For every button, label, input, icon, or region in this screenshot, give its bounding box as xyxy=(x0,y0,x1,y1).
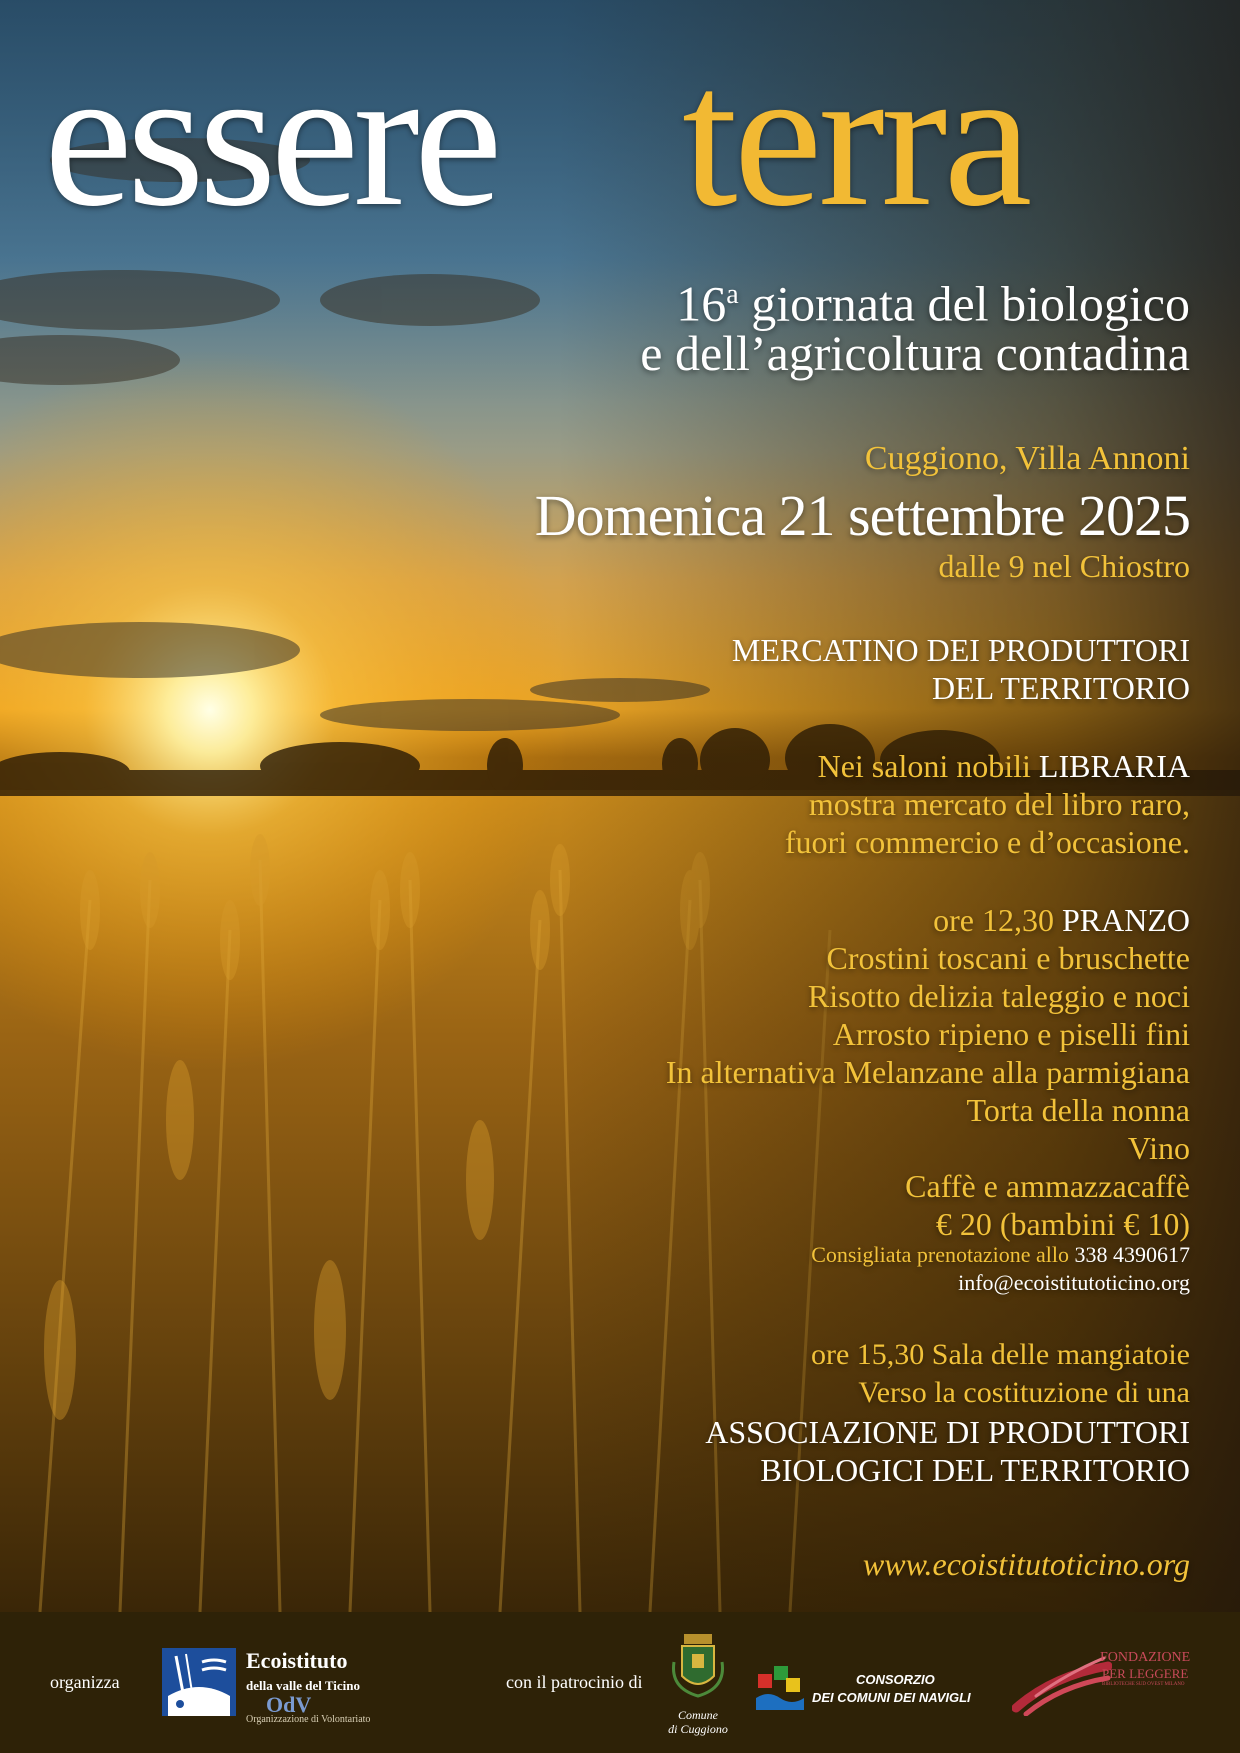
meeting-line-2: Verso la costituzione di una xyxy=(858,1376,1190,1409)
menu-item: Risotto delizia taleggio e noci xyxy=(807,978,1190,1014)
lunch-price: € 20 (bambini € 10) xyxy=(935,1206,1190,1242)
footer xyxy=(0,1612,1240,1753)
market-line-1: MERCATINO DEI PRODUTTORI xyxy=(731,632,1190,668)
ecoistituto-odv: OdV xyxy=(266,1692,312,1717)
event-date: Domenica 21 settembre 2025 xyxy=(534,483,1190,548)
comune-line-1: Comune xyxy=(678,1708,718,1722)
meeting-line-4: BIOLOGICI DEL TERRITORIO xyxy=(760,1452,1190,1488)
event-place: Cuggiono, Villa Annoni xyxy=(864,440,1190,477)
fondazione-line-2: PER LEGGERE xyxy=(1102,1666,1189,1681)
subtitle-line-2: e dell’agricoltura contadina xyxy=(640,325,1190,381)
menu-item: Torta della nonna xyxy=(966,1092,1190,1128)
title-terra: terra xyxy=(682,27,1029,248)
menu-item: Vino xyxy=(1127,1130,1190,1166)
subtitle-line-1: 16$^a$ giornata del biologico xyxy=(676,275,1190,332)
consorzio-line-1: CONSORZIO xyxy=(856,1672,935,1687)
ecoistituto-name: Ecoistituto xyxy=(246,1648,348,1673)
patrocinio-label: con il patrocinio di xyxy=(506,1672,643,1692)
organizza-label: organizza xyxy=(50,1672,120,1692)
fondazione-swoosh-logo xyxy=(1012,1656,1112,1716)
libraria-line-1: Nei saloni nobili LIBRARIA xyxy=(817,748,1190,784)
title-essere: essere xyxy=(44,27,497,248)
market-line-2: DEL TERRITORIO xyxy=(931,670,1190,706)
lunch-heading: ore 12,30 PRANZO xyxy=(933,902,1190,938)
meeting-line-3: ASSOCIAZIONE DI PRODUTTORI xyxy=(705,1414,1190,1450)
comune-line-2: di Cuggiono xyxy=(668,1722,728,1736)
booking-line: Consigliata prenotazione allo 338 4390617 xyxy=(811,1242,1190,1267)
phone-number: 338 4390617 xyxy=(1074,1242,1190,1267)
ecoistituto-org: Organizzazione di Volontariato xyxy=(246,1714,371,1725)
libraria-line-3: fuori commercio e d’occasione. xyxy=(784,824,1190,860)
email-link[interactable]: info@ecoistitutoticino.org xyxy=(958,1270,1190,1295)
menu-item: Arrosto ripieno e piselli fini xyxy=(832,1016,1190,1052)
libraria-line-2: mostra mercato del libro raro, xyxy=(808,786,1190,822)
ecoistituto-sub: della valle del Ticino xyxy=(246,1678,361,1693)
meeting-line-1: ore 15,30 Sala delle mangiatoie xyxy=(810,1338,1190,1371)
menu-item: Crostini toscani e bruschette xyxy=(826,940,1190,976)
consorzio-line-2: DEI COMUNI DEI NAVIGLI xyxy=(812,1690,971,1705)
menu-item: In alternativa Melanzane alla parmigiana xyxy=(665,1054,1190,1090)
event-time: dalle 9 nel Chiostro xyxy=(938,548,1190,584)
website-link[interactable]: www.ecoistitutoticino.org xyxy=(862,1546,1190,1582)
comune-crest-icon xyxy=(666,1632,730,1706)
consorzio-logo xyxy=(756,1660,804,1710)
menu-item: Caffè e ammazzacaffè xyxy=(905,1168,1190,1204)
ecoistituto-logo xyxy=(162,1648,236,1716)
fondazione-line-3: BIBLIOTECHE SUD OVEST MILANO xyxy=(1102,1682,1185,1687)
fondazione-line-1: FONDAZIONE xyxy=(1100,1650,1191,1665)
